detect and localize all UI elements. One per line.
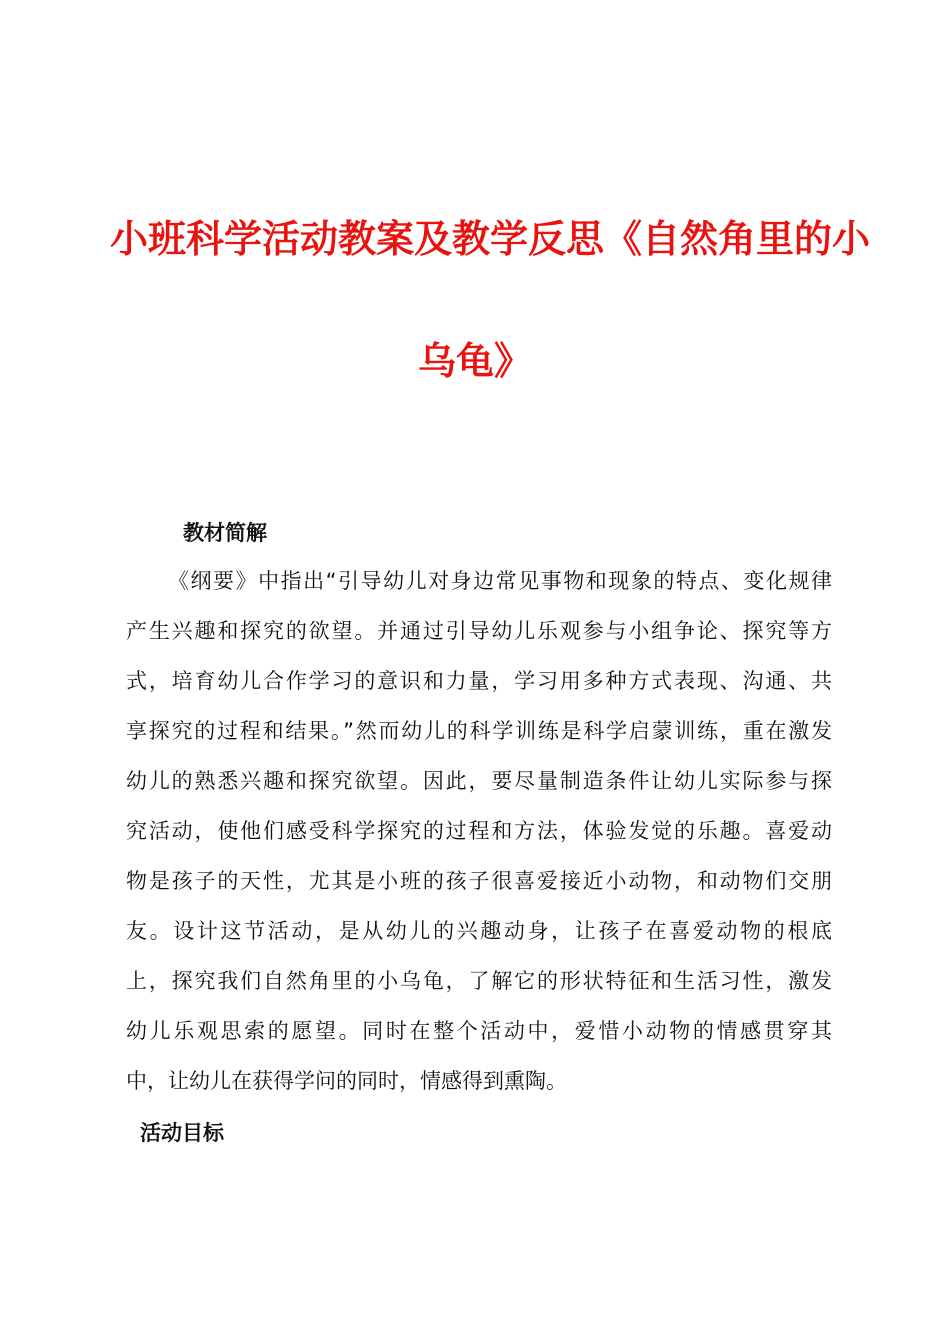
paragraph-line: 产生兴趣和探究的欲望。并通过引导幼儿乐观参与小组争论、探究等方 <box>126 619 832 643</box>
paragraph-line: 究活动，使他们感受科学探究的过程和方法，体验发觉的乐趣。喜爱动 <box>126 819 832 843</box>
paragraph-line: 幼儿的熟悉兴趣和探究欲望。因此，要尽量制造条件让幼儿实际参与探 <box>126 769 832 793</box>
paragraph-line: 式，培育幼儿合作学习的意识和力量，学习用多种方式表现、沟通、共 <box>126 669 832 693</box>
paragraph-line: 上，探究我们自然角里的小乌龟，了解它的形状特征和生活习性，激发 <box>126 969 832 993</box>
paragraph-line: 物是孩子的天性，尤其是小班的孩子很喜爱接近小动物，和动物们交朋 <box>126 869 832 893</box>
document-title-line-1: 小班科学活动教案及教学反思《自然角里的小 <box>110 216 871 261</box>
paragraph-line: 《纲要》中指出“引导幼儿对身边常见事物和现象的特点、变化规律 <box>168 569 832 593</box>
section-heading-activity-goals: 活动目标 <box>140 1121 224 1145</box>
materials-paragraph <box>126 556 832 1106</box>
paragraph-line: 享探究的过程和结果。”然而幼儿的科学训练是科学启蒙训练，重在激发 <box>126 719 832 743</box>
section-heading-materials: 教材简解 <box>183 521 267 545</box>
paragraph-line: 友。设计这节活动，是从幼儿的兴趣动身，让孩子在喜爱动物的根底 <box>126 919 832 943</box>
paragraph-line: 中，让幼儿在获得学问的同时，情感得到熏陶。 <box>126 1069 567 1093</box>
paragraph-line: 幼儿乐观思索的愿望。同时在整个活动中，爱惜小动物的情感贯穿其 <box>126 1019 832 1043</box>
document-title-line-2: 乌龟》 <box>417 338 532 383</box>
